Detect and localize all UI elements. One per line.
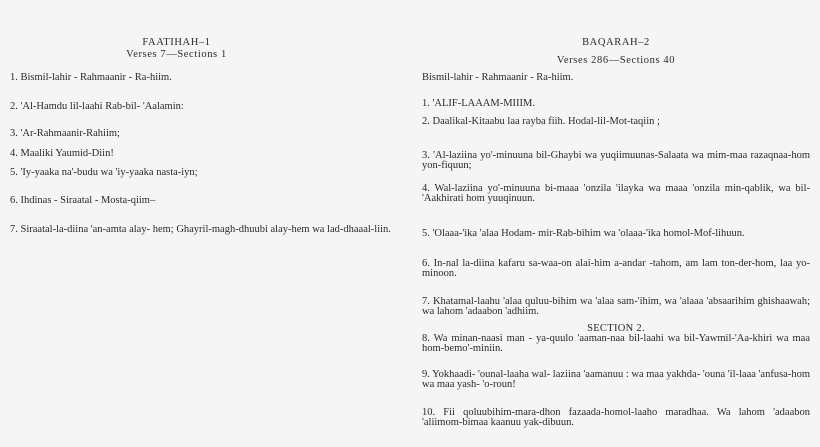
verse-8: 8. Wa minan-naasi man - ya-quulo 'aaman-naa bil-laahi wa bil-Yawmil-'Aa-khiri wa maa hom-bemo'-miniin. [422, 333, 810, 354]
verse-1: 1. 'ALIF-LAAAM-MIIIM. [422, 98, 536, 109]
verse-4: 4. Wal-laziina yo'-minuuna bi-maaa 'onzila 'ilayka wa maaa 'onzila min-qablik, wa bil- 'Aakhirati hom yuuqinuun. [422, 183, 810, 204]
surah-title: FAATIHAH–1 [142, 37, 211, 48]
verse-2: 2. Daalikal-Kitaabu laa rayba fiih. Hodal-lil-Mot-taqiin ; [422, 116, 660, 127]
verse-5: 5. 'Iy-yaaka na'-budu wa 'iy-yaaka nasta-iyn; [10, 167, 198, 178]
verse-7: 7. Khatamal-laahu 'alaa quluu-bihim wa 'alaa sam-'ihim, wa 'alaaa 'absaarihim ghishaawah; wa lahom 'adaabon 'adhiim. [422, 296, 810, 317]
surah-title: BAQARAH–2 [582, 37, 650, 48]
verse-3: 3. 'Ar-Rahmaanir-Rahiim; [10, 128, 120, 139]
verse-6: 6. Ihdinas - Siraatal - Mosta-qiim– [10, 195, 156, 206]
verse-10: 10. Fii qoluubihim-mara-dhon fazaada-homol-laaho maradhaa. Wa lahom 'adaabon 'aliimom-bimaa kaanuu yak-dibuun. [422, 407, 810, 428]
surah-subtitle: Verses 7—Sections 1 [126, 49, 227, 60]
verse-5: 5. 'Olaaa-'ika 'alaa Hodam- mir-Rab-bihim wa 'olaaa-'ika homol-Mof-lihuun. [422, 228, 745, 239]
verse-7: 7. Siraatal-la-diina 'an-amta alay- hem; Ghayril-magh-dhuubi alay-hem wa lad-dhaaal-liin. [10, 224, 391, 235]
bismillah-line: Bismil-lahir - Rahmaanir - Ra-hiim. [422, 72, 574, 83]
verse-9: 9. Yokhaadi- 'ounal-laaha wal- laziina 'aamanuu : wa maa yakhda- 'ouna 'il-laaa 'anfusa-hom wa maa yash- 'o-roun! [422, 369, 810, 390]
verse-2: 2. 'Al-Hamdu lil-laahi Rab-bil- 'Aalamin: [10, 101, 184, 112]
verse-1: 1. Bismil-lahir - Rahmaanir - Ra-hiim. [10, 72, 172, 83]
section-heading: SECTION 2. [587, 323, 645, 334]
verse-3: 3. 'Al-laziina yo'-minuuna bil-Ghaybi wa yuqiimuunas-Salaata wa mim-maa razaqnaa-hom yon-fiquun; [422, 150, 810, 171]
verse-4: 4. Maaliki Yaumid-Diin! [10, 148, 114, 159]
surah-subtitle: Verses 286—Sections 40 [556, 55, 676, 66]
verse-6: 6. In-nal la-diina kafaru sa-waa-on alai-him a-andar -tahom, am lam ton-der-hom, laa yo-minoon. [422, 258, 810, 279]
